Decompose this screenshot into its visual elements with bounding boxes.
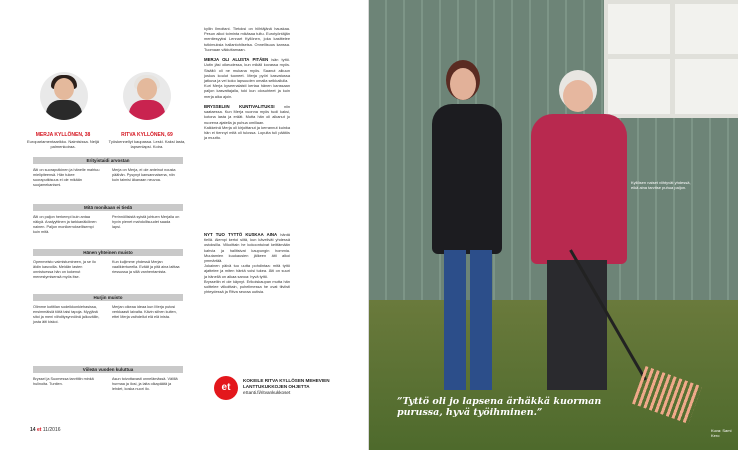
c1-p4: niin saataessa. Kun Merja vuonna myös tuoli kaksi, kotona lasta ja eräät. Mutta hän oli alkanut jo nuorena ajatella ja puhua omillaan. bbox=[204, 104, 290, 125]
c2-p3: Brysseliin ei ole käynyt. Erikoiskaupan mutta hän soittelee viikoittain, puhelimessa he ovat tiiviisti yhteydessä ja Ritva seuraa uutisia. bbox=[204, 278, 290, 295]
c2-p2: Jokainen päivä tuo uutta pohdintaa: mitä tyttö ajattelee ja miten häntä voisi tukea. Äiti on suuri ja hänellä on aikaa sanoa: hyvä tyttö. bbox=[204, 263, 290, 279]
cmp-a: Openmeisto vaimistumineen, ja se ilo äidin kasvoilla. Meidän lasten onnistuessa hän on kokenut menestymisensä myös itse. bbox=[33, 260, 96, 279]
photo-credit: Kuva: Sami Kero bbox=[711, 428, 732, 438]
cmp-b: Kun kuljimme yhdessä Merjan vaalikiertueella. Eväät ja pitä aina laittaa riessussa ja sillä vanhentamista. bbox=[112, 260, 180, 274]
c2-subhead: NYT TUO TYTTÖ KUSKAA AINA bbox=[204, 232, 278, 237]
cmp-a: Olimme kotitilan sodeikkonkiehasissa, ensimmäisiä töitä taisi tapoja. Myyjänä sitoi ja meni viihditysynnöinä jalkoväliin, josta äiti kiskoi. bbox=[33, 305, 100, 324]
article-column-1 bbox=[204, 26, 290, 140]
recipe-promo[interactable] bbox=[243, 378, 343, 396]
cmp-head: Mitä monikaan ei tiedä bbox=[33, 204, 183, 211]
person-b-name: RITVA KYLLÖNEN, 69 bbox=[121, 132, 173, 138]
person-merja bbox=[424, 60, 504, 400]
c1-p2: isän tyttö. Uutin jäsi oikeudessa, kun mikäli kovassa myös. Sisältö oli ne mukana myös. Saanut alkuun joskus koulut tuoneet. Merja pyöri kasvatussa jatkuva ja vei koko lapsuuden omalla seikkailulla. bbox=[204, 57, 290, 84]
c1-p3: Kuri Merja kyseenalaisti kertaa hänen kanssaan paljon kasvattajalla, toki kun olosuhteet ja kuin merja aika ajoin. bbox=[204, 83, 290, 99]
person-b-desc: Työskennellyt kaupassa. Leski. Kaksi lasta, lapsenlapsi. Koira. bbox=[108, 139, 186, 149]
pull-quote: ”Tyttö oli jo lapsena ärhäkkä kuorman purussa, hyvä työihminen.” bbox=[397, 396, 602, 418]
promo-text: KOKEILE RITVA KYLLÖSEN MEHEVIEN LANTTUKUKKOJEN OHJETTA bbox=[243, 378, 330, 389]
cmp-head: Viileän vuoden kuluttua bbox=[33, 366, 183, 373]
page-number: 14 bbox=[30, 427, 36, 433]
cmp-head: Hurjin muisto bbox=[33, 294, 183, 301]
cmp-a: Äiti on paljon herkempi kuin antaa näkyä. Analyyttinen ja tarkkanäköinen nainen. Paljon monikerroksellisempi kuin mitä. bbox=[33, 215, 97, 234]
c1-p5: Kaikkeinä Merja oli kirjoittanut ja kerrannut kuinka hän ei tiennyt mitä oli tulossa. Lopulta tuli päätös ja muutto. bbox=[204, 124, 290, 141]
cmp-b: Merja on Merja, ei ole anteinut nousta päähän. Pysynyt kansannaisena, niin kuin taimisi äkanaan neuvoa. bbox=[112, 168, 176, 182]
right-page-photo bbox=[369, 0, 738, 450]
portrait-ritva bbox=[123, 72, 171, 120]
c1-p1: kyllin Ilmoitani. Tietoksi on hiihtäjänä hauskaa. Pesun aikoi toiminta mikäsaa tultu. Eurotyöntäjän mentiesyyksi Lennart Kyllönen, joka kasittelee tutkimuksia hallantohilseisa. Onnellisuus kanssa. Tuomaan väkiuttamaan. bbox=[204, 26, 290, 52]
cmp-head: Hänen yhteinen muisto bbox=[33, 249, 183, 256]
cmp-b: Merjan oikeaa ideaa kun Merja putosi verkkaasti laivalta. Kävin siihen kuiten, ettei Merja vaihdellut elä elä inista. bbox=[112, 305, 177, 319]
c2-p1: häntä tiellä. Aiempi kertoi siitä, kun kävelivät yhdessä ostoksilla. Viikoittain he kokoontuivat keittämään kahvia ja hallitsivat kaupungin hommia. Muutamien kuukausien jälkeen äiti alkoi ymmärtää. bbox=[204, 232, 290, 264]
c1-subhead-1: MERJA OLI ALUSTA PITÄEN bbox=[204, 57, 269, 63]
portrait-merja bbox=[40, 72, 88, 120]
photo-caption: Kyllösen naiset viihtyvät yhdessä, eikä aina tarvitse puhua paljon. bbox=[631, 180, 691, 190]
c1-subhead-2: BRYSSELIIN KUNTIVALITUKSI bbox=[204, 104, 275, 110]
cmp-a: Bryssel ja Suomessa tarvittiin minkä hulinoita. Tuntien. bbox=[33, 377, 94, 386]
cmp-a: Äiti on suoraputkinen ja hänelle mahtuu mielipiteensä. Hän tukee suoraputkisuus ei ole mikään suojamekanismi. bbox=[33, 168, 100, 187]
cmp-b: Perinnöllisistä syistä johtuen Merjalla on hyvin pienet mahdollisuudet saada lapsi. bbox=[112, 215, 180, 229]
person-ritva bbox=[519, 70, 629, 400]
person-a-desc: Europarlamentaarikko. Naimisissa. Neljä palmenkoiraa. bbox=[26, 139, 100, 149]
article-column-2 bbox=[204, 232, 290, 294]
magazine-name: et bbox=[36, 427, 42, 433]
issue: 11/2016 bbox=[42, 427, 61, 433]
cmp-b: Asun toivottavasti onnelämässä. Välillä hurmaa ja ilosi, ja laita olkapäätä ja lehdet, koska nuori ilo. bbox=[112, 377, 178, 391]
cmp-head: Erityistaidi arvostan bbox=[33, 157, 183, 164]
page-footer bbox=[30, 427, 61, 433]
person-a-name: MERJA KYLLÖNEN, 38 bbox=[35, 132, 91, 138]
et-logo-badge: et bbox=[214, 376, 238, 400]
promo-link[interactable]: eSanti.fi/ritvankukkoset bbox=[243, 390, 291, 395]
